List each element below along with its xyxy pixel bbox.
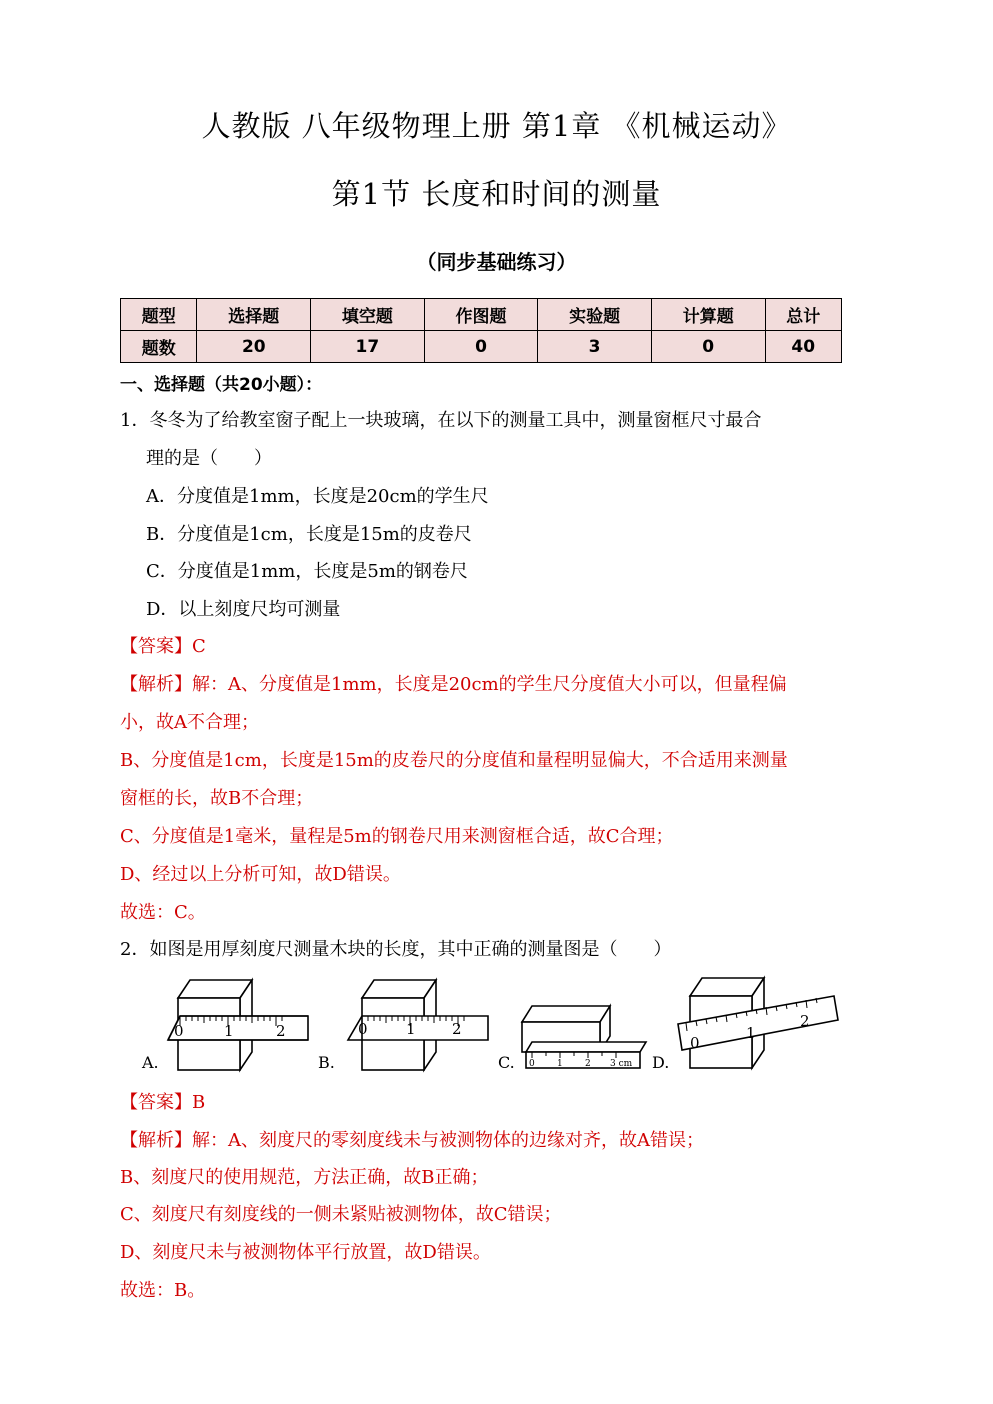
ruler-figures (130, 970, 850, 1080)
q2-analysis-line: 故选：B。 (120, 1280, 206, 1301)
table-header-cell: 选择题 (197, 299, 311, 331)
q2-analysis-line: B、刻度尺的使用规范，方法正确，故B正确； (120, 1167, 489, 1188)
table-header-cell: 题型 (121, 299, 197, 331)
table-row (121, 299, 842, 331)
tick-label: 0 (690, 1034, 700, 1052)
table-header-cell: 作图题 (424, 299, 538, 331)
section-heading: 一、选择题（共20小题）： (120, 375, 323, 395)
tick-label: 0 (174, 1022, 184, 1040)
table-cell: 40 (765, 331, 841, 363)
q2-answer: 【答案】B (120, 1092, 206, 1113)
q2-analysis-line: D、刻度尺未与被测物体平行放置，故D错误。 (120, 1242, 491, 1263)
question-stats-table (120, 298, 842, 363)
table-cell: 20 (197, 331, 311, 363)
tick-label: 2 (276, 1022, 286, 1040)
tick-label: 3 cm (610, 1059, 633, 1069)
tick-label: 2 (452, 1020, 462, 1038)
q1-analysis-line: 小，故A不合理； (120, 712, 259, 733)
q2-analysis-line: 【解析】解：A、刻度尺的零刻度线未与被测物体的边缘对齐，故A错误； (120, 1130, 704, 1151)
q1-option-b: B．分度值是1cm，长度是15m的皮卷尺 (146, 524, 472, 545)
q1-analysis-line: 【解析】解：A、分度值是1mm，长度是20cm的学生尺分度值大小可以，但量程偏 (120, 674, 787, 695)
table-cell: 17 (311, 331, 425, 363)
tick-label: 1 (557, 1059, 563, 1069)
subtitle: （同步基础练习） (416, 250, 577, 274)
table-cell: 0 (424, 331, 538, 363)
q2-analysis-line: C、刻度尺有刻度线的一侧未紧贴被测物体，故C错误； (120, 1204, 562, 1225)
q1-analysis-line: 故选：C。 (120, 902, 206, 923)
tick-label: 2 (800, 1012, 810, 1030)
table-cell: 题数 (121, 331, 197, 363)
q1-answer: 【答案】C (120, 636, 206, 657)
table-cell: 3 (538, 331, 652, 363)
q1-stem-line1: 1．冬冬为了给教室窗子配上一块玻璃，在以下的测量工具中，测量窗框尺寸最合 (120, 410, 762, 431)
q1-analysis-line: 窗框的长，故B不合理； (120, 788, 314, 809)
q1-option-d: D．以上刻度尺均可测量 (146, 599, 341, 620)
table-header-cell: 总计 (765, 299, 841, 331)
tick-label: 1 (746, 1024, 756, 1042)
table-cell: 0 (651, 331, 765, 363)
figure-label-d: D. (652, 1053, 670, 1072)
document-title: 人教版 八年级物理上册 第1章 《机械运动》 (201, 109, 792, 143)
q1-analysis-line: C、分度值是1毫米，量程是5m的钢卷尺用来测窗框合适，故C合理； (120, 826, 674, 847)
figure-a (168, 980, 308, 1070)
q2-stem: 2．如图是用厚刻度尺测量木块的长度，其中正确的测量图是（ ） (120, 939, 672, 960)
q1-stem-line2: 理的是（ ） (146, 448, 272, 469)
tick-label: 1 (224, 1022, 234, 1040)
q1-option-c: C．分度值是1mm，长度是5m的钢卷尺 (146, 561, 468, 582)
figure-label-b: B. (318, 1053, 335, 1072)
q1-option-a: A．分度值是1mm，长度是20cm的学生尺 (146, 486, 489, 507)
q1-analysis-line: B、分度值是1cm，长度是15m的皮卷尺的分度值和量程明显偏大，不合适用来测量 (120, 750, 788, 771)
table-header-cell: 计算题 (651, 299, 765, 331)
figure-label-a: A. (142, 1053, 159, 1072)
table-header-cell: 实验题 (538, 299, 652, 331)
figure-label-c: C. (498, 1053, 515, 1072)
figure-b (348, 980, 488, 1070)
tick-label: 0 (529, 1059, 535, 1069)
table-header-cell: 填空题 (311, 299, 425, 331)
tick-label: 2 (585, 1059, 591, 1069)
section-title: 第1节 长度和时间的测量 (331, 177, 662, 211)
tick-label: 0 (358, 1020, 368, 1038)
tick-label: 1 (406, 1020, 416, 1038)
figure-d (678, 978, 838, 1068)
table-row (121, 331, 842, 363)
q1-analysis-line: D、经过以上分析可知，故D错误。 (120, 864, 401, 885)
